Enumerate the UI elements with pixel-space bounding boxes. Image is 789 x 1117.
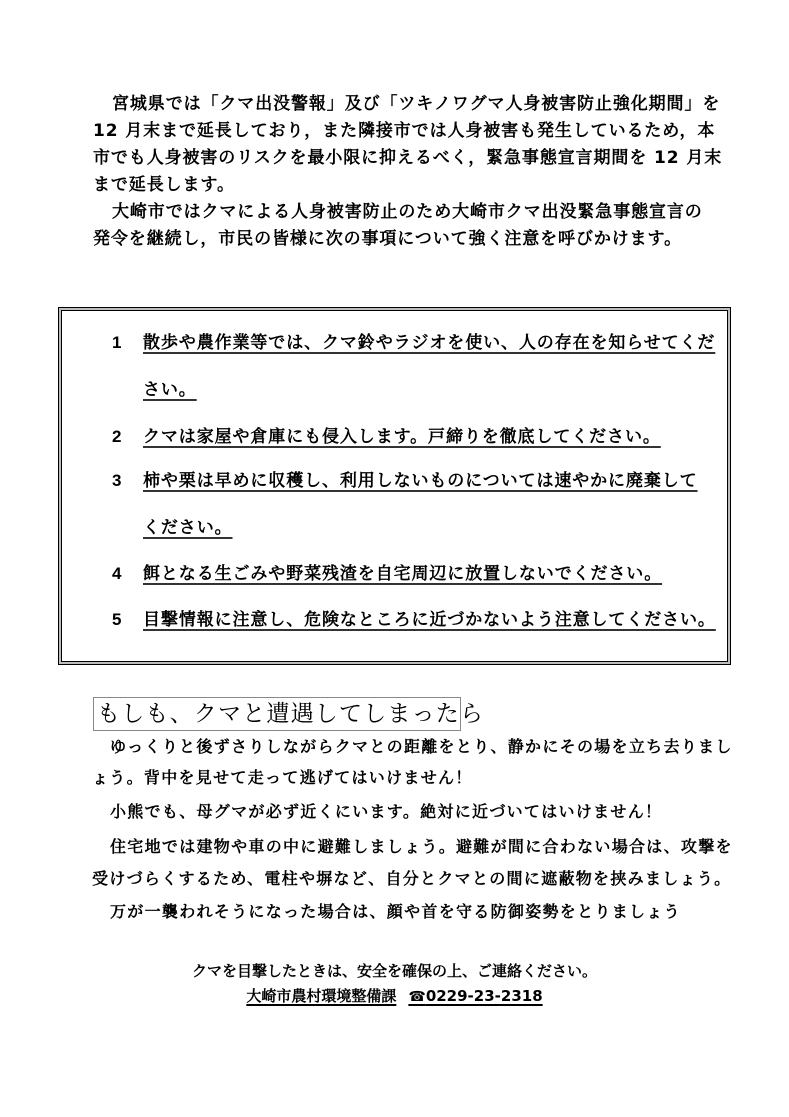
item-text: 目撃情報に注意し、危険なところに近づかないよう注意してください。: [143, 610, 716, 630]
encounter-heading: もしも、クマと遭遇してしまったら: [93, 697, 461, 731]
item-number: 5: [112, 610, 122, 629]
encounter-line: ゆっくりと後ずさりしながらクマとの距離をとり、静かにその場を立ち去りまし: [110, 737, 733, 756]
encounter-line: 万が一襲われそうになった場合は、顔や首を守る防御姿勢をとりましょう: [110, 902, 681, 921]
footer-contact: [0, 985, 789, 1008]
phone-number: 0229-23-2318: [425, 987, 543, 1005]
encounter-line: 小熊でも、母グマが必ず近くにいます。絶対に近づいてはいけません！: [110, 802, 663, 821]
item-text: クマは家屋や倉庫にも侵入します。戸締りを徹底してください。: [143, 427, 661, 447]
intro-line: まで延長します。: [93, 175, 235, 195]
item-number: 2: [112, 427, 122, 446]
intro-line: 大崎市ではクマによる人身被害防止のため大崎市クマ出没緊急事態宣言の: [112, 202, 703, 222]
department-name: 大崎市農村環境整備課: [246, 987, 397, 1005]
encounter-line: ょう。背中を見せて走って逃げてはいけません！: [92, 768, 473, 787]
encounter-line: 住宅地では建物や車の中に避難しましょう。避難が間に合わない場合は、攻撃を: [110, 837, 733, 856]
encounter-line: 受けづらくするため、電柱や塀など、自分とクマとの間に遮蔽物を挟みましょう。: [92, 869, 732, 888]
phone-icon: ☎: [408, 989, 426, 1005]
item-text: 散歩や農作業等では、クマ鈴やラジオを使い、人の存在を知らせてくだ: [143, 333, 716, 353]
item-text: さい。: [143, 380, 197, 400]
item-number: 3: [112, 471, 122, 490]
item-text: 餌となる生ごみや野菜残渣を自宅周辺に放置しないでください。: [143, 564, 663, 584]
item-number: 4: [112, 564, 122, 583]
intro-line: 宮城県では「クマ出没警報」及び「ツキノワグマ人身被害防止強化期間」を: [112, 94, 721, 114]
intro-line: 市でも人身被害のリスクを最小限に抑えるべく，緊急事態宣言期間を 12 月末: [93, 148, 723, 168]
item-text: ください。: [143, 518, 233, 538]
item-text: 柿や栗は早めに収穫し、利用しないものについては速やかに廃棄して: [143, 471, 698, 491]
intro-line: 12 月末まで延長しており，また隣接市では人身被害も発生しているため，本: [93, 121, 716, 141]
footer-message: クマを目撃したときは、安全を確保の上、ご連絡ください。: [191, 962, 597, 980]
item-number: 1: [112, 333, 122, 352]
intro-line: 発令を継続し，市民の皆様に次の事項について強く注意を呼びかけます。: [93, 229, 682, 249]
